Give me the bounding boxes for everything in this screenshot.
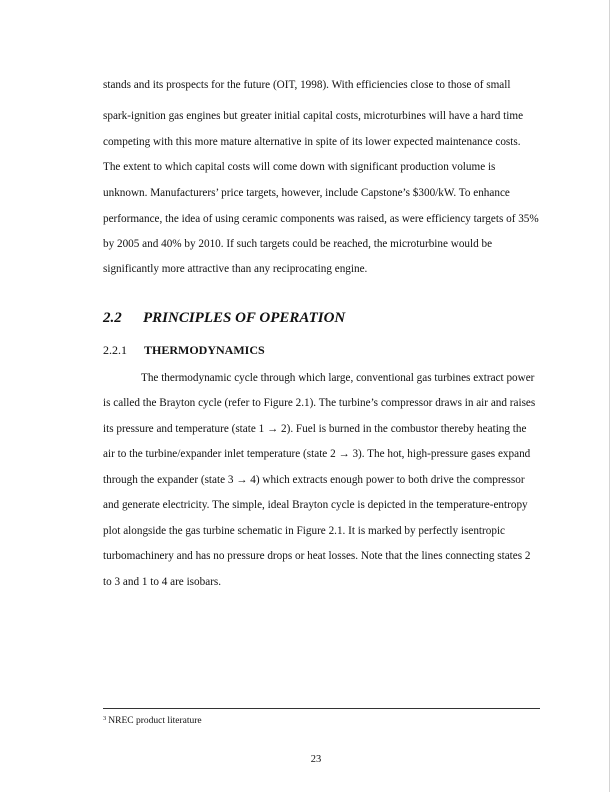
text-line: by 2005 and 40% by 2010. If such targets could be reached, the microturbine would be (103, 238, 493, 250)
text-line: to 3 and 1 to 4 are isobars. (103, 576, 222, 588)
text-line: spark-ignition gas engines but greater initial capital costs, microturbines will have a hard time (103, 110, 524, 122)
text-line: air to the turbine/expander inlet temperature (state 2 → 3). The hot, high-pressure gases expand (103, 448, 531, 460)
footnote-marker: 3 (103, 715, 107, 722)
footnote-text: NREC product literature (108, 716, 202, 726)
page-number: 23 (310, 754, 322, 765)
text-line: stands and its prospects for the future (OIT, 1998). With efficiencies close to those of small (103, 79, 511, 91)
section-number: 2.2 (103, 310, 122, 326)
text-line: performance, the idea of using ceramic components was raised, as were efficiency targets of 35% (103, 213, 539, 225)
text-line: plot alongside the gas turbine schematic in Figure 2.1. It is marked by perfectly isentropic (103, 525, 506, 537)
text-line: is called the Brayton cycle (refer to Figure 2.1). The turbine’s compressor draws in air and raises (103, 397, 536, 409)
text-line: The extent to which capital costs will come down with significant production volume is (103, 161, 496, 173)
page-edge (609, 0, 610, 792)
text-line: significantly more attractive than any reciprocating engine. (103, 263, 368, 275)
text-line: and generate electricity. The simple, ideal Brayton cycle is depicted in the temperature-entropy (103, 499, 528, 511)
text-line: The thermodynamic cycle through which large, conventional gas turbines extract power (141, 372, 535, 384)
subsection-number: 2.2.1 (103, 343, 127, 357)
section-title: PRINCIPLES OF OPERATION (143, 310, 346, 326)
text-line: competing with this more mature alternative in spite of its lower expected maintenance costs. (103, 136, 521, 148)
section-heading (103, 310, 345, 327)
footnote-separator (103, 708, 540, 709)
text-line: through the expander (state 3 → 4) which extracts enough power to both drive the compressor (103, 474, 525, 486)
subsection-heading (103, 343, 265, 358)
subsection-title: THERMODYNAMICS (144, 343, 265, 357)
text-line: unknown. Manufacturers’ price targets, however, include Capstone’s $300/kW. To enhance (103, 187, 510, 199)
footnote (103, 715, 202, 726)
text-line: its pressure and temperature (state 1 → 2). Fuel is burned in the combustor thereby heating the (103, 423, 527, 435)
text-line: turbomachinery and has no pressure drops or heat losses. Note that the lines connecting states 2 (103, 550, 531, 562)
